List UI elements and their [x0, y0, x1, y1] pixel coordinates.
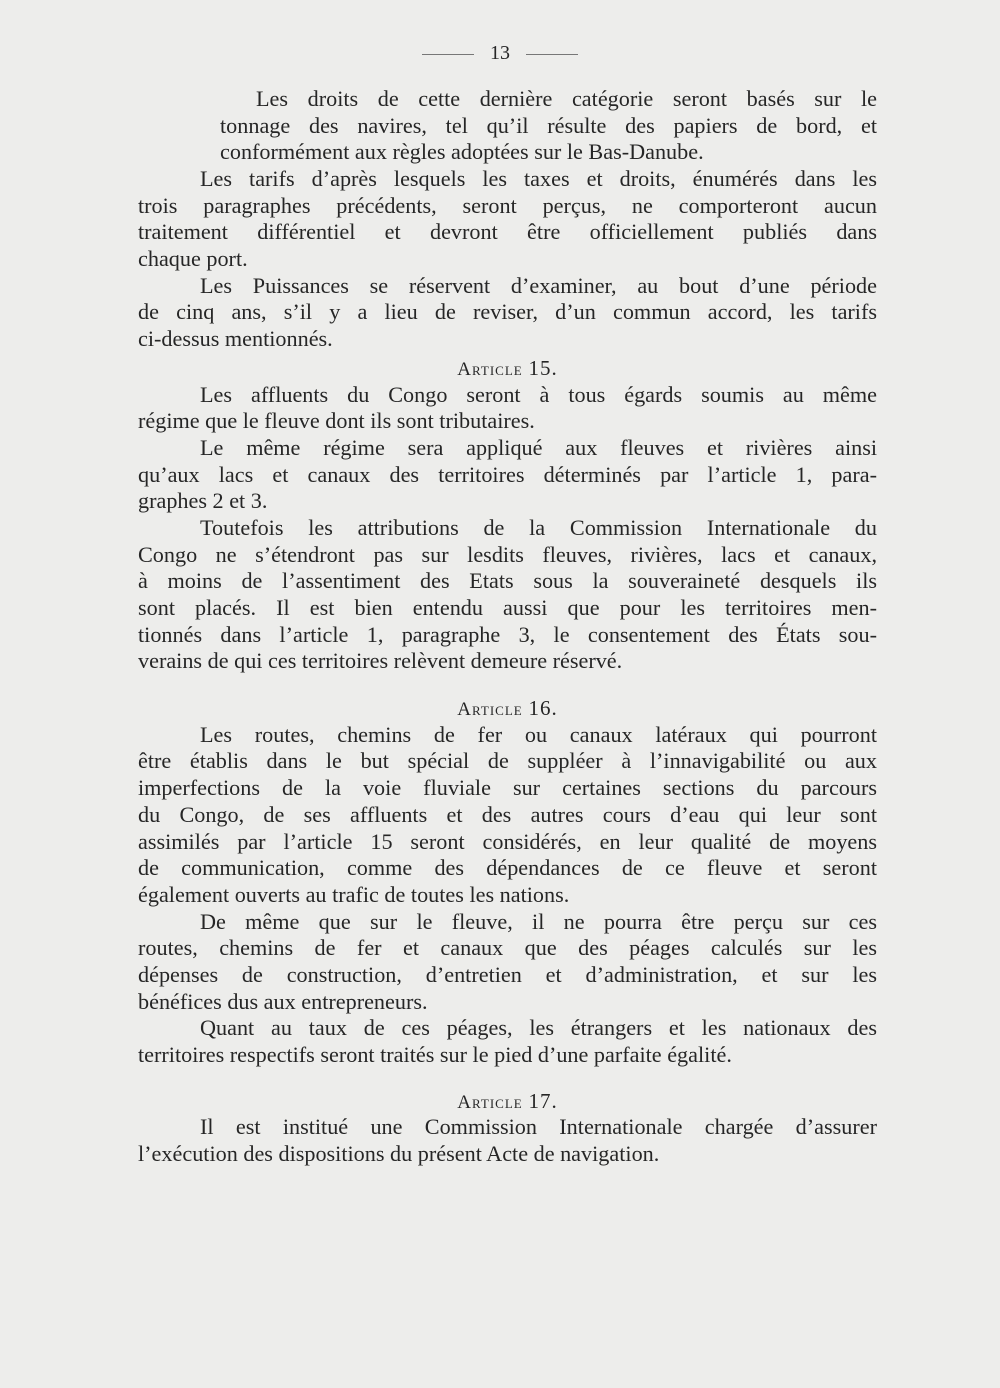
text-line: de communication, comme des dépendances de ce fleuve et seront: [138, 855, 877, 881]
article-number: 16.: [528, 696, 558, 721]
text-line: sont placés. Il est bien entendu aussi que pour les territoires men-: [138, 595, 877, 620]
text-line: de cinq ans, s’il y a lieu de reviser, d’un commun accord, les tarifs: [138, 299, 877, 325]
text-line: également ouverts au trafic de toutes les nations.: [138, 881, 570, 907]
left-rule: [422, 54, 474, 55]
right-rule: [526, 54, 578, 55]
text-line: Les affluents du Congo seront à tous égards soumis au même: [200, 381, 877, 407]
text-line: tonnage des navires, tel qu’il résulte des papiers de bord, et: [220, 112, 877, 138]
text-line: Toutefois les attributions de la Commission Internationale du: [200, 514, 877, 540]
text-line: territoires respectifs seront traités sur le pied d’une parfaite égalité.: [138, 1042, 732, 1067]
page-number-header: [0, 41, 1000, 65]
text-line: à moins de l’assentiment des Etats sous la souveraineté desquels ils: [138, 568, 877, 594]
text-line: du Congo, de ses affluents et des autres cours d’eau qui leur sont: [138, 801, 877, 827]
text-line: Les droits de cette dernière catégorie seront basés sur le: [256, 86, 877, 111]
text-line: routes, chemins de fer et canaux que des péages calculés sur les: [138, 935, 877, 961]
page-number: 13: [490, 42, 510, 64]
text-line: trois paragraphes précédents, seront perçus, ne comporteront aucun: [138, 192, 877, 218]
article-16-heading: [138, 695, 877, 722]
article-number: 17.: [528, 1088, 558, 1113]
text-line: graphes 2 et 3.: [138, 488, 268, 514]
text-line: Il est institué une Commission Internationale chargée d’assurer: [200, 1114, 877, 1140]
text-line: assimilés par l’article 15 seront considérés, en leur qualité de moyens: [138, 828, 877, 854]
text-line: dépenses de construction, d’entretien et d’administration, et sur les: [138, 961, 877, 987]
text-line: régime que le fleuve dont ils sont tributaires.: [138, 408, 535, 434]
text-line: chaque port.: [138, 246, 248, 272]
text-line: Les Puissances se réservent d’examiner, au bout d’une période: [200, 272, 877, 298]
text-line: Quant au taux de ces péages, les étrangers et les nationaux des: [200, 1015, 877, 1041]
article-17-heading: [138, 1088, 877, 1115]
text-line: De même que sur le fleuve, il ne pourra être perçu sur ces: [200, 908, 877, 934]
article-label: Article: [457, 358, 523, 380]
text-line: ci-dessus mentionnés.: [138, 326, 333, 352]
text-line: l’exécution des dispositions du présent Acte de navigation.: [138, 1141, 660, 1167]
opening-paragraph: [220, 86, 877, 166]
text-line: conformément aux règles adoptées sur le Bas-Danube.: [220, 139, 704, 165]
article-label: Article: [457, 699, 523, 721]
text-line: qu’aux lacs et canaux des territoires déterminés par l’article 1, para-: [138, 461, 877, 487]
text-line: traitement différentiel et devront être officiellement publiés dans: [138, 219, 877, 245]
text-line: Congo ne s’étendront pas sur lesdits fleuves, rivières, lacs et canaux,: [138, 541, 877, 567]
text-line: imperfections de la voie fluviale sur certaines sections du parcours: [138, 775, 877, 801]
text-line: Le même régime sera appliqué aux fleuves et rivières ainsi: [200, 434, 877, 460]
main-body: [138, 166, 877, 1168]
text-line: Les tarifs d’après lesquels les taxes et droits, énumérés dans les: [200, 166, 877, 191]
text-line: bénéfices dus aux entrepreneurs.: [138, 988, 428, 1014]
text-line: tionnés dans l’article 1, paragraphe 3, le consentement des États sou-: [138, 621, 877, 647]
article-label: Article: [457, 1091, 523, 1113]
text-line: verains de qui ces territoires relèvent demeure réservé.: [138, 648, 623, 674]
text-line: Les routes, chemins de fer ou canaux latéraux qui pourront: [200, 721, 877, 747]
article-number: 15.: [528, 355, 558, 380]
article-15-heading: [138, 355, 877, 382]
text-line: être établis dans le but spécial de suppléer à l’innavigabilité ou aux: [138, 748, 877, 774]
